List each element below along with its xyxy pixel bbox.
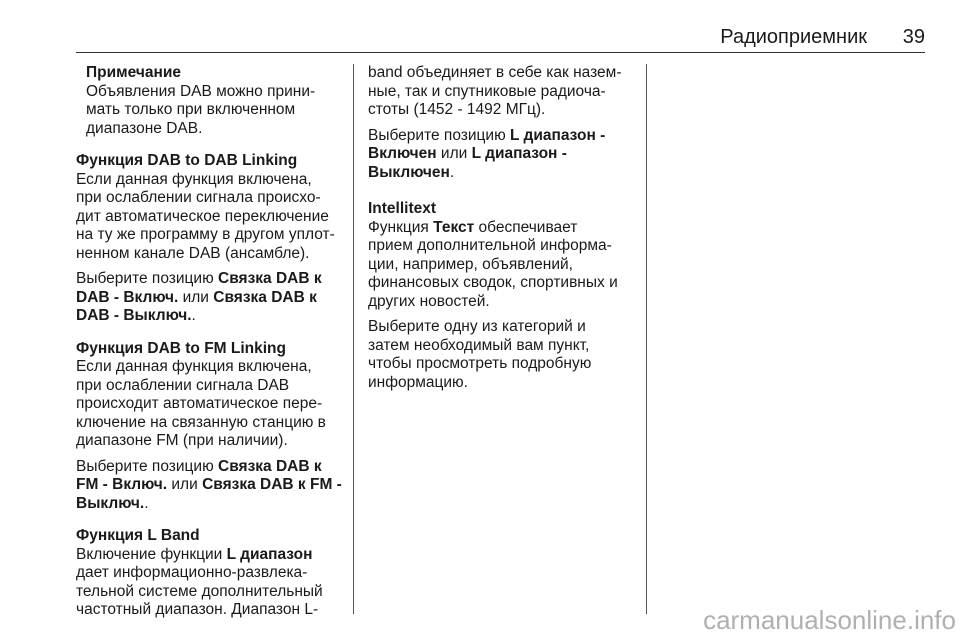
- period: .: [144, 494, 149, 512]
- option-label: L диапазон: [226, 545, 313, 563]
- body-line: ненном канале DAB (ансамбле).: [76, 244, 310, 262]
- note-title: Примечание: [86, 64, 181, 81]
- section-heading: Функция DAB to FM Linking: [76, 339, 286, 357]
- body-line: частотный диапазон. Диапазон L-: [76, 601, 319, 618]
- body-line: стоты (1452 - 1492 МГц).: [368, 101, 546, 118]
- body-line: прием дополнительной информа-: [368, 237, 612, 254]
- instruction-text: Выберите позицию: [368, 126, 511, 144]
- section-intellitext: [368, 200, 636, 392]
- select-instruction: [368, 318, 636, 392]
- option-label: L диапазон -: [510, 126, 606, 144]
- period: .: [449, 163, 455, 181]
- or-text: или: [178, 288, 214, 306]
- body-line: информацию.: [368, 373, 468, 391]
- section-body: [76, 358, 344, 451]
- body-line: диапазоне FM (при наличии).: [76, 432, 288, 449]
- option-label: Связка DAB к: [218, 270, 322, 287]
- option-label: Выключен: [368, 163, 450, 181]
- section-l-band: [76, 527, 344, 620]
- section-heading: Функция DAB to DAB Linking: [76, 152, 298, 169]
- option-label: Выключ.: [76, 494, 145, 512]
- body-line: других новостей.: [368, 292, 490, 310]
- body-line: ции, например, объявлений,: [368, 255, 573, 273]
- body-line: при ослаблении сигнала происхо-: [76, 189, 321, 206]
- option-label: Связка DAB к: [218, 457, 322, 475]
- section-body: [76, 171, 344, 264]
- period: .: [191, 307, 196, 324]
- body-text: обеспечивает: [474, 218, 578, 236]
- header-rule: [76, 52, 925, 53]
- body-line: ные, так и спутниковые радиоча-: [368, 82, 606, 100]
- left-column: [76, 64, 344, 627]
- body-line: дит автоматическое переключение: [76, 207, 329, 225]
- or-text: или: [167, 476, 203, 493]
- body-line: Если данная функция включена,: [76, 170, 312, 188]
- page-number: 39: [902, 26, 925, 48]
- instruction-text: Выберите позицию: [76, 270, 219, 287]
- select-instruction: [368, 127, 636, 183]
- select-instruction: [76, 270, 344, 326]
- section-fm-linking: [76, 340, 344, 514]
- body-line: band объединяет в себе как назем-: [368, 64, 622, 81]
- body-text: Включение функции: [76, 545, 227, 563]
- section-dab-linking: [76, 152, 344, 326]
- note-box: [76, 64, 344, 138]
- option-label: Включен: [368, 145, 437, 162]
- option-label: Текст: [433, 218, 475, 236]
- section-heading: Intellitext: [368, 200, 437, 217]
- option-label: Связка DAB к FM -: [202, 476, 342, 493]
- body-line: Выберите одну из категорий и: [368, 318, 586, 335]
- column-divider-left: [353, 64, 354, 614]
- middle-column: [368, 64, 636, 399]
- column-divider-right: [646, 64, 647, 614]
- option-label: DAB - Включ.: [76, 288, 179, 306]
- option-label: FM - Включ.: [76, 476, 168, 493]
- note-line: Объявления DAB можно прини-: [86, 82, 316, 100]
- watermark: carmanualsonline.info: [703, 605, 956, 635]
- body-line: дает информационно-развлека-: [76, 564, 308, 581]
- option-label: DAB - Выключ.: [76, 307, 192, 324]
- body-line: происходит автоматическое пере-: [76, 395, 323, 412]
- section-heading: Функция L Band: [76, 527, 200, 544]
- body-text: Функция: [368, 218, 434, 236]
- select-instruction: [76, 458, 344, 514]
- body-line: Если данная функция включена,: [76, 358, 312, 375]
- section-body: [76, 546, 344, 620]
- body-line: на ту же программу в другом уплот-: [76, 226, 335, 243]
- note-line: диапазоне DAB.: [86, 119, 203, 137]
- body-line: тельной системе дополнительный: [76, 582, 323, 600]
- page-title: Радиоприемник: [720, 26, 867, 48]
- section-body: [368, 219, 636, 312]
- or-text: или: [436, 145, 472, 162]
- note-line: мать только при включенном: [86, 101, 296, 118]
- instruction-text: Выберите позицию: [76, 457, 219, 475]
- section-body-continued: [368, 64, 636, 120]
- body-line: финансовых сводок, спортивных и: [368, 274, 618, 291]
- body-line: ключение на связанную станцию в: [76, 413, 326, 431]
- body-line: чтобы просмотреть подробную: [368, 355, 592, 372]
- option-label: Связка DAB к: [213, 288, 317, 306]
- body-line: при ослаблении сигнала DAB: [76, 376, 290, 394]
- option-label: L диапазон -: [471, 145, 567, 162]
- page-header: [76, 26, 925, 48]
- body-line: затем необходимый вам пункт,: [368, 336, 590, 354]
